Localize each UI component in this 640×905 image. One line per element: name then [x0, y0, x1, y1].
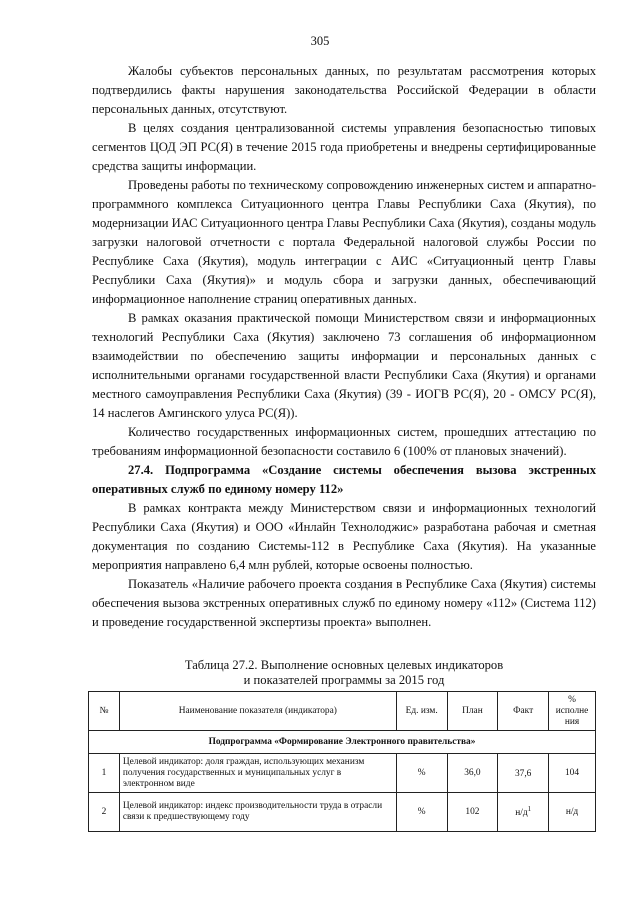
table-caption-line: Таблица 27.2. Выполнение основных целевых индикаторов [184, 658, 504, 672]
cell-plan: 102 [447, 793, 498, 832]
cell-fact-value: н/д [515, 808, 528, 819]
header-fact: Факт [498, 692, 549, 731]
page-number: 305 [310, 34, 330, 48]
header-no: № [89, 692, 120, 731]
paragraph: В рамках контракта между Министерством связи и информационных технологий Республики Саха (Якутия) и ООО «Инлайн Технолоджис» разработана рабочая и сметная документация по созданию Системы-112 в Республике Саха (Якутия). На указанные мероприятия направлено 6,4 млн рублей, которые освоены полностью. [92, 501, 596, 572]
header-name: Наименование показателя (индикатора) [119, 692, 396, 731]
cell-name: Целевой индикатор: доля граждан, использующих механизм получения государственных и муниципальных услуг в электронном виде [119, 754, 396, 793]
table-section-row [89, 731, 596, 754]
section-heading: 27.4. Подпрограмма «Создание системы обеспечения вызова экстренных оперативных служб по единому номеру 112» [92, 463, 596, 496]
table-caption-line: и показателей программы за 2015 год [243, 673, 445, 687]
header-percent: % исполне ния [549, 692, 596, 731]
paragraph: В рамках оказания практической помощи Министерством связи и информационных технологий Республики Саха (Якутия) заключено 73 соглашения об информационном взаимодействии по обеспечению защиты информации и персональных данных с исполнительными органами государственной власти Республики Саха (Якутия) и органами местного самоуправления Республики Саха (Якутия) (39 - ИОГВ РС(Я), 20 - ОМСУ РС(Я), 14 наслегов Амгинского улуса РС(Я)). [92, 311, 596, 420]
header-unit: Ед. изм. [396, 692, 447, 731]
body-text [92, 62, 596, 632]
cell-plan: 36,0 [447, 754, 498, 793]
cell-percent: н/д [549, 793, 596, 832]
header-plan: План [447, 692, 498, 731]
paragraph: Показатель «Наличие рабочего проекта создания в Республике Саха (Якутия) системы обеспечения вызова экстренных оперативных служб по единому номеру «112» (Система 112) и проведение государственной экспертизы проекта» выполнен. [92, 577, 596, 629]
cell-percent: 104 [549, 754, 596, 793]
section-title: Подпрограмма «Формирование Электронного правительства» [89, 731, 596, 754]
cell-no: 2 [89, 793, 120, 832]
paragraph: Проведены работы по техническому сопровождению инженерных систем и аппаратно-программного комплекса Ситуационного центра Главы Республики Саха (Якутия), по модернизации ИАС Ситуационного центра Главы Республики Саха (Якутия), созданы модуль загрузки налоговой отчетности с портала Федеральной налоговой службы России по Республике Саха (Якутия), модуль интеграции с АИС «Ситуационный центр Главы Республики Саха (Якутия)» и модуль сбора и загрузки данных, обеспечивающий информационное наполнение страниц оперативных данных. [92, 178, 597, 306]
cell-unit: % [396, 793, 447, 832]
cell-no: 1 [89, 754, 120, 793]
paragraph: Количество государственных информационных систем, прошедших аттестацию по требованиям информационной безопасности составило 6 (100% от плановых значений). [92, 425, 596, 458]
table-header-row [89, 692, 596, 731]
indicators-table [88, 691, 596, 832]
cell-fact-value: 37,6 [514, 769, 532, 780]
table-row [89, 793, 596, 832]
paragraph: В целях создания централизованной системы управления безопасностью типовых сегментов ЦОД ЭП РС(Я) в течение 2015 года приобретены и внедрены сертифицированные средства защиты информации. [92, 121, 596, 173]
table-row [89, 754, 596, 793]
cell-fact [498, 754, 549, 793]
footnote-mark: 1 [527, 805, 532, 814]
cell-fact [498, 793, 549, 832]
table-caption [92, 658, 596, 688]
paragraph: Жалобы субъектов персональных данных, по результатам рассмотрения которых подтвердились факты нарушения законодательства Российской Федерации в области персональных данных, отсутствуют. [92, 64, 596, 116]
cell-unit: % [396, 754, 447, 793]
cell-name: Целевой индикатор: индекс производительности труда в отрасли связи к предшествующему году [119, 793, 396, 832]
